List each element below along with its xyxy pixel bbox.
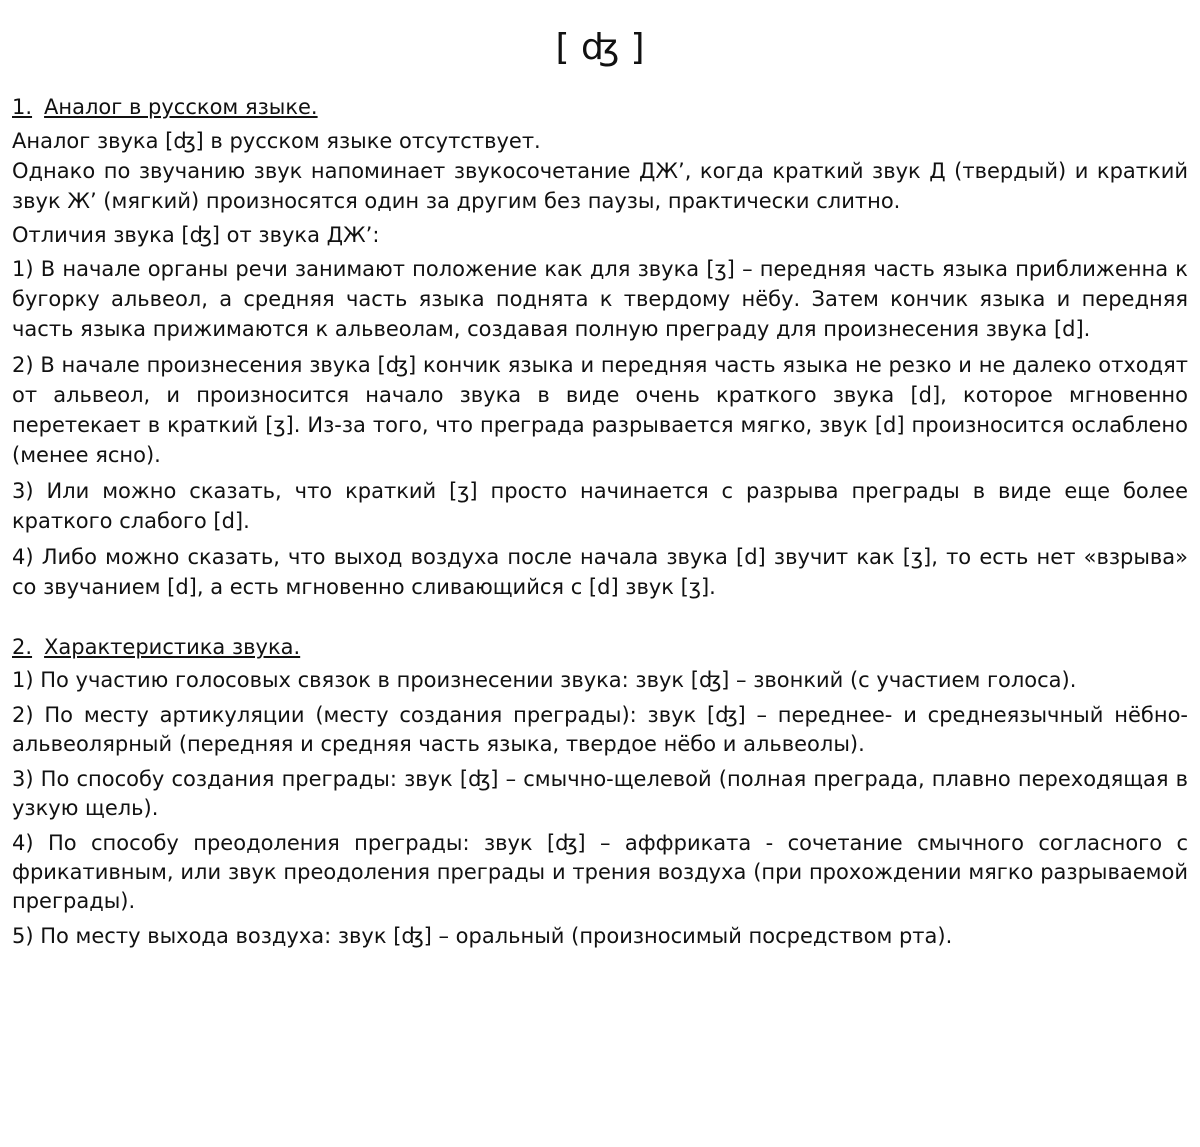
section-2-heading-text: Характеристика звука. <box>44 635 301 659</box>
section-1-heading <box>12 92 1188 122</box>
section-1-paragraph-1: Аналог звука [ʤ] в русском языке отсутствует. <box>12 129 541 153</box>
difference-item-3: 3) Или можно сказать, что краткий [ʒ] просто начинается с разрыва преграды в виде еще более краткого слабого [d]. <box>12 479 1188 533</box>
document-page <box>12 0 1188 951</box>
characteristic-item-1: 1) По участию голосовых связок в произнесении звука: звук [ʤ] – звонкий (с участием голоса). <box>12 668 1077 692</box>
characteristic-item-5: 5) По месту выхода воздуха: звук [ʤ] – оральный (произносимый посредством рта). <box>12 924 953 948</box>
characteristic-item-2: 2) По месту артикуляции (месту создания преграды): звук [ʤ] – переднее- и среднеязычный нёбно-альвеолярный (передняя и средняя часть языка, твердое нёбо и альвеолы). <box>12 703 1188 756</box>
characteristic-item-3: 3) По способу создания преграды: звук [ʤ] – смычно-щелевой (полная преграда, плавно переходящая в узкую щель). <box>12 767 1188 820</box>
difference-item-4: 4) Либо можно сказать, что выход воздуха после начала звука [d] звучит как [ʒ], то есть нет «взрыва» со звучанием [d], а есть мгновенно сливающийся с [d] звук [ʒ]. <box>12 545 1188 599</box>
characteristic-item-4: 4) По способу преодоления преграды: звук [ʤ] – аффриката - сочетание смычного согласного с фрикативным, или звук преодоления преграды и трения воздуха (при прохождении мягко разрываемой преграды). <box>12 831 1188 913</box>
difference-item-2: 2) В начале произнесения звука [ʤ] кончик языка и передняя часть языка не резко и не далеко отходят от альвеол, и произносится начало звука в виде очень краткого звука [d], которое мгновенно перетекает в краткий [ʒ]. Из-за того, что преграда разрывается мягко, звук [d] произносится ослаблено (менее ясно). <box>12 353 1188 467</box>
difference-item-1: 1) В начале органы речи занимают положение как для звука [ʒ] – передняя часть языка приближенна к бугорку альвеол, а средняя часть языка поднята к твердому нёбу. Затем кончик языка и передняя часть языка прижимаются к альвеолам, создавая полную преграду для произнесения звука [d]. <box>12 257 1188 341</box>
section-2-heading <box>12 632 1188 662</box>
document-title: [ ʤ ] <box>555 27 645 68</box>
section-1-heading-text: Аналог в русском языке. <box>44 95 318 119</box>
section-1-paragraph-2: Однако по звучанию звук напоминает звукосочетание ДЖ’, когда краткий звук Д (твердый) и краткий звук Ж’ (мягкий) произносятся один за другим без паузы, практически слитно. <box>12 159 1188 213</box>
section-1-paragraph-3: Отличия звука [ʤ] от звука ДЖ’: <box>12 223 380 247</box>
section-1-number: 1. <box>12 95 33 119</box>
section-2-number: 2. <box>12 635 33 659</box>
